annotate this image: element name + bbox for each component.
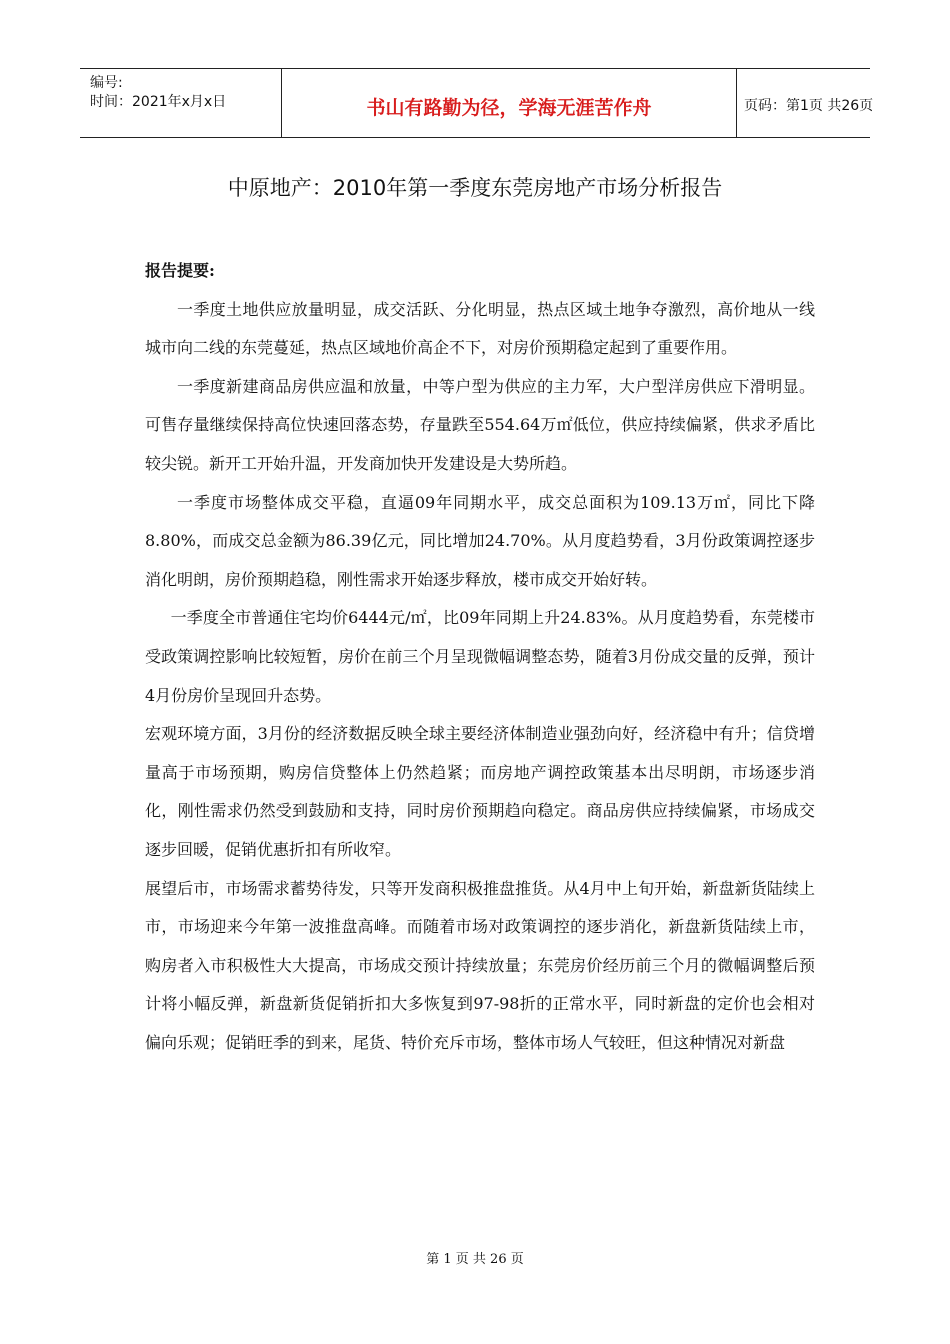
- document-body: [145, 252, 815, 1062]
- paragraph-outlook: 展望后市，市场需求蓄势待发，只等开发商积极推盘推货。从4月中上旬开始，新盘新货陆续上市，市场迎来今年第一波推盘高峰。而随着市场对政策调控的逐步消化，新盘新货陆续上市，购房者入市积极性大大提高，市场成交预计持续放量；东莞房价经历前三个月的微幅调整后预计将小幅反弹，新盘新货促销折扣大多恢复到97-98折的正常水平，同时新盘的定价也会相对偏向乐观；促销旺季的到来，尾货、特价充斥市场，整体市场人气较旺，但这种情况对新盘: [145, 878, 815, 1052]
- document-title: 中原地产：2010年第一季度东莞房地产市场分析报告: [227, 176, 723, 200]
- header-motto: 书山有路勤为径，学海无涯苦作舟: [366, 97, 652, 119]
- header-motto-cell: [281, 69, 737, 137]
- header-page-info: 页码：第1页 共26页: [744, 98, 874, 114]
- page-footer: 第 1 页 共 26 页: [426, 1252, 524, 1267]
- paragraph-land-supply: 一季度土地供应放量明显，成交活跃、分化明显，热点区域土地争夺激烈，高价地从一线城市向二线的东莞蔓延，热点区域地价高企不下，对房价预期稳定起到了重要作用。: [145, 299, 815, 358]
- header-page-cell: [738, 69, 874, 137]
- header-table: [80, 68, 874, 138]
- paragraph-macro: 宏观环境方面，3月份的经济数据反映全球主要经济体制造业强劲向好，经济稳中有升；信贷增量高于市场预期，购房信贷整体上仍然趋紧；而房地产调控政策基本出尽明朗，市场逐步消化，刚性需求仍然受到鼓励和支持，同时房价预期趋向稳定。商品房供应持续偏紧，市场成交逐步回暖，促销优惠折扣有所收窄。: [145, 724, 815, 859]
- document-time-label: 时间：2021年x月x日: [90, 94, 227, 110]
- paragraph-new-supply: 一季度新建商品房供应温和放量，中等户型为供应的主力军，大户型洋房供应下滑明显。可售存量继续保持高位快速回落态势，存量跌至554.64万㎡低位，供应持续偏紧，供求矛盾比较尖锐。新开工开始升温，开发商加快开发建设是大势所趋。: [145, 376, 815, 473]
- document-number-label: 编号:: [90, 75, 123, 91]
- summary-heading: 报告提要:: [145, 261, 215, 280]
- paragraph-transactions: 一季度市场整体成交平稳，直逼09年同期水平，成交总面积为109.13万㎡，同比下降8.80%，而成交总金额为86.39亿元，同比增加24.70%。从月度趋势看，3月份政策调控逐步消化明朗，房价预期趋稳，刚性需求开始逐步释放，楼市成交开始好转。: [145, 492, 815, 589]
- paragraph-prices: 一季度全市普通住宅均价6444元/㎡，比09年同期上升24.83%。从月度趋势看，东莞楼市受政策调控影响比较短暂，房价在前三个月呈现微幅调整态势，随着3月份成交量的反弹，预计4月份房价呈现回升态势。: [145, 608, 815, 705]
- header-meta-cell: [80, 69, 280, 137]
